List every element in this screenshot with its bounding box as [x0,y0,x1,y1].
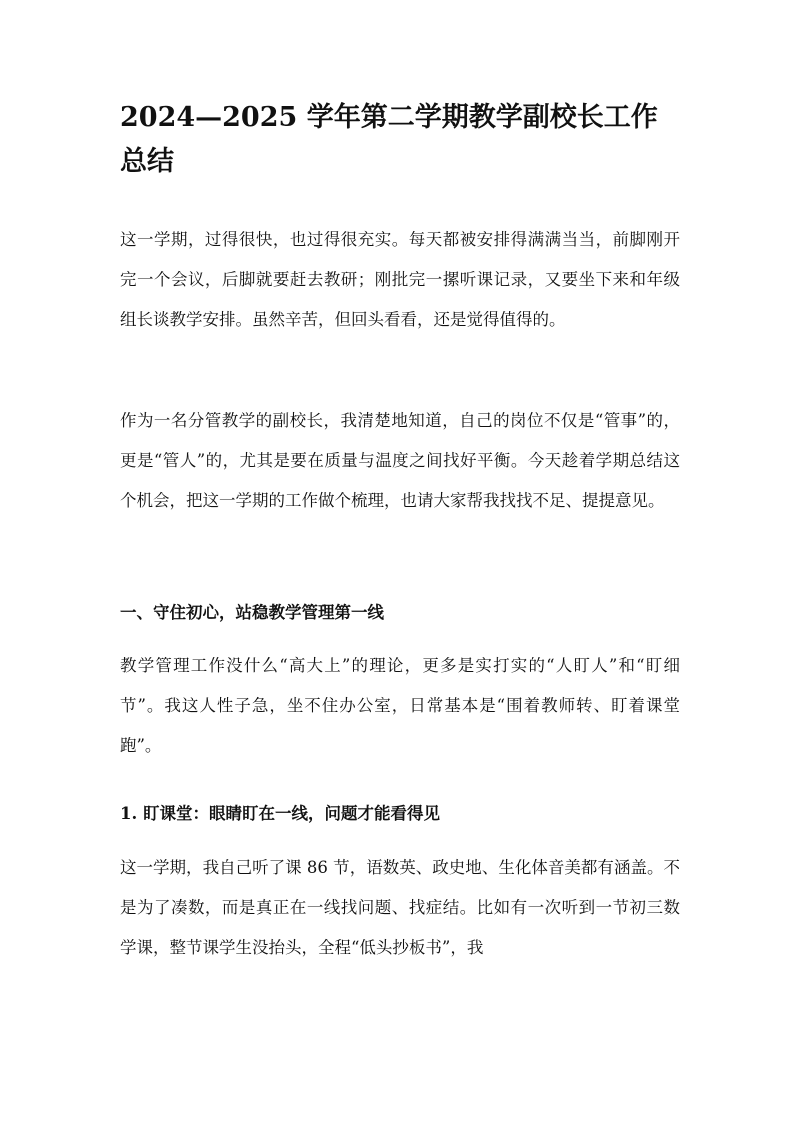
document-title: 2024—2025 学年第二学期教学副校长工作总结 [120,102,658,177]
subsection-1-paragraph: 这一学期，我自己听了课 86 节，语数英、政史地、生化体音美都有涵盖。不是为了凑数，而是真正在一线找问题、找症结。比如有一次听到一节初三数学课，整节课学生没抬头，全程“低头抄板书”，我 [120,858,680,957]
subsection-1-heading: 1. 盯课堂：眼睛盯在一线，问题才能看得见 [120,804,440,823]
intro-paragraph-2: 作为一名分管教学的副校长，我清楚地知道，自己的岗位不仅是“管事”的，更是“管人”的，尤其是要在质量与温度之间找好平衡。今天趁着学期总结这个机会，把这一学期的工作做个梳理，也请大家帮我找找不足、提提意见。 [120,411,680,510]
section-1-paragraph: 教学管理工作没什么“高大上”的理论，更多是实打实的“人盯人”和“盯细节”。我这人性子急，坐不住办公室，日常基本是“围着教师转、盯着课堂跑”。 [120,656,680,755]
intro-paragraph-1: 这一学期，过得很快，也过得很充实。每天都被安排得满满当当，前脚刚开完一个会议，后脚就要赶去教研；刚批完一摞听课记录，又要坐下来和年级组长谈教学安排。虽然辛苦，但回头看看，还是觉得值得的。 [120,230,680,329]
section-1-heading: 一、守住初心，站稳教学管理第一线 [120,603,384,622]
